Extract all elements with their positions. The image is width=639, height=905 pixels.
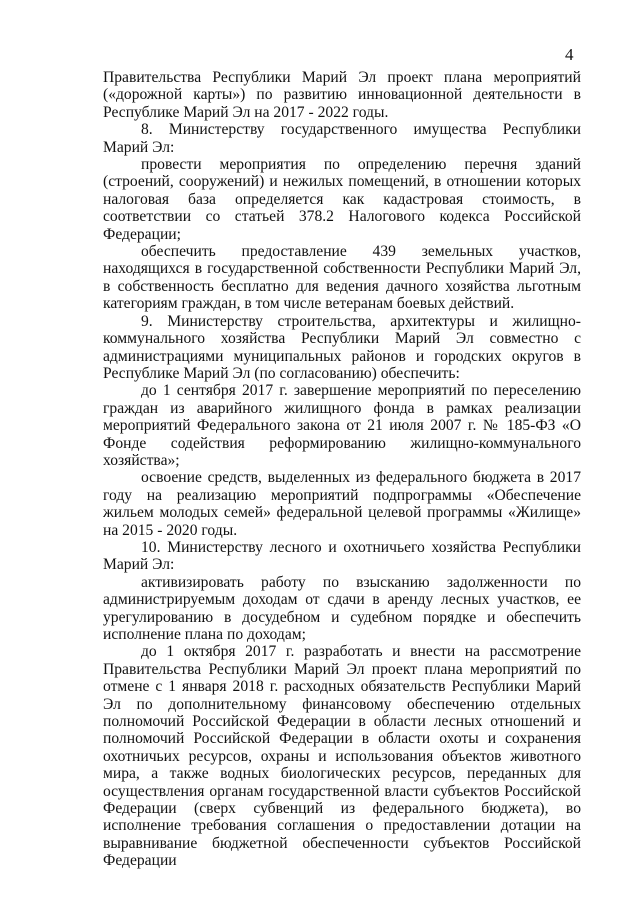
paragraph-3: провести мероприятия по определению перечня зданий (строений, сооружений) и нежилых помещений, в отношении которых налоговая база определяется как кадастровая стоимость, в соответствии со статьей 378.2 Налогового кодекса Российской Федерации; [103,156,581,243]
paragraph-10: до 1 октября 2017 г. разработать и внести на рассмотрение Правительства Республики Марий Эл проект плана мероприятий по отмене с 1 января 2018 г. расходных обязательств Республики Марий Эл по дополнительному финансовому обеспечению отдельных полномочий Российской Федерации в области лесных отношений и полномочий Российской Федерации в области охоты и сохранения охотничьих ресурсов, охраны и использования объектов животного мира, а также водных биологических ресурсов, переданных для осуществления органам государственной власти субъектов Российской Федерации (сверх субвенций из федерального бюджета), во исполнение требования соглашения о предоставлении дотации на выравнивание бюджетной обеспеченности субъектов Российской Федерации [103,643,581,870]
document-body [103,69,581,870]
paragraph-8: 10. Министерству лесного и охотничьего хозяйства Республики Марий Эл: [103,538,581,574]
paragraph-2: 8. Министерству государственного имущества Республики Марий Эл: [103,121,581,156]
page-number: 4 [565,45,574,64]
paragraph-9: активизировать работу по взысканию задолженности по администрируемым доходам от сдачи в аренду лесных участков, ее урегулированию в досудебном и судебном порядке и обеспечить исполнение плана по доходам; [103,573,581,643]
paragraph-7: освоение средств, выделенных из федерального бюджета в 2017 году на реализацию мероприятий подпрограммы «Обеспечение жильем молодых семей» федеральной целевой программы «Жилище» на 2015 - 2020 годы. [103,469,581,539]
paragraph-5: 9. Министерству строительства, архитектуры и жилищно-коммунального хозяйства Республики Марий Эл совместно с администрациями муниципальных районов и городских округов в Республике Марий Эл (по согласованию) обеспечить: [103,312,581,382]
paragraph-6: до 1 сентября 2017 г. завершение мероприятий по переселению граждан из аварийного жилищного фонда в рамках реализации мероприятий Федерального закона от 21 июля 2007 г. № 185-ФЗ «О Фонде содействия реформированию жилищно-коммунального хозяйства»; [103,382,581,469]
paragraph-1: Правительства Республики Марий Эл проект плана мероприятий («дорожной карты») по развитию инновационной деятельности в Республике Марий Эл на 2017 - 2022 годы. [103,69,581,121]
paragraph-4: обеспечить предоставление 439 земельных участков, находящихся в государственной собственности Республики Марий Эл, в собственность бесплатно для ведения дачного хозяйства льготным категориям граждан, в том числе ветеранам боевых действий. [103,243,581,313]
